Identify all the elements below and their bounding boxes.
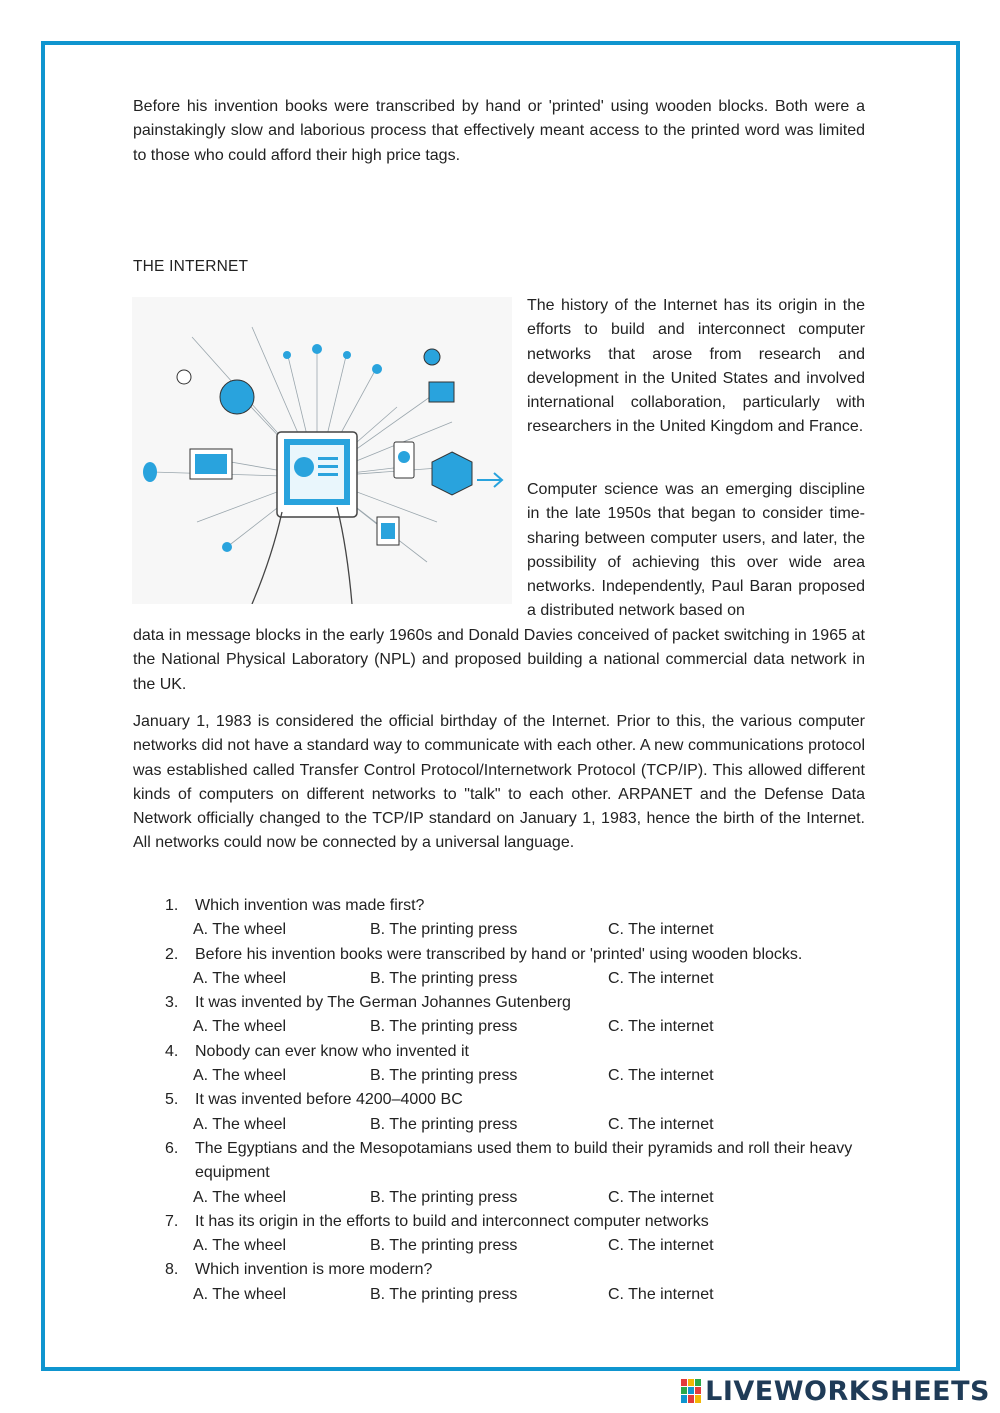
option-b[interactable]: B. The printing press xyxy=(370,1018,518,1036)
question-text: Which invention was made first? xyxy=(195,897,425,914)
question-number: 6. xyxy=(165,1139,179,1157)
answer-options xyxy=(160,967,880,991)
option-a[interactable]: A. The wheel xyxy=(193,1188,287,1206)
internet-paragraph-1: The history of the Internet has its origin in the efforts to build and interconnect computer networks that arose from research and development in the United States and involved international collaboration, particularly with researchers in the United Kingdom and France. xyxy=(527,297,865,436)
option-a[interactable]: A. The wheel xyxy=(193,1285,287,1303)
option-c[interactable]: C. The internet xyxy=(608,1237,714,1255)
option-a[interactable]: A. The wheel xyxy=(193,1115,287,1133)
section-heading: THE INTERNET xyxy=(133,258,249,275)
option-a[interactable]: A. The wheel xyxy=(193,1018,287,1036)
answer-options xyxy=(160,1113,880,1137)
question xyxy=(160,1040,880,1064)
question xyxy=(160,1137,880,1186)
option-a[interactable]: A. The wheel xyxy=(193,921,287,939)
answer-options xyxy=(160,918,880,942)
intro-paragraph: Before his invention books were transcribed by hand or 'printed' using wooden blocks. Both were a painstakingly slow and laborious process that effectively meant access to the printed word was limited to those who could afford their high price tags. xyxy=(133,98,865,164)
option-a[interactable]: A. The wheel xyxy=(193,1237,287,1255)
question-text: It was invented by The German Johannes Gutenberg xyxy=(195,994,571,1012)
option-c[interactable]: C. The internet xyxy=(608,1067,714,1085)
footer-brand: LIVEWORKSHEETS xyxy=(705,1375,990,1407)
question xyxy=(160,943,880,967)
question xyxy=(160,1088,880,1112)
quiz xyxy=(160,894,880,1307)
footer-logo xyxy=(680,1375,990,1407)
option-c[interactable]: C. The internet xyxy=(608,1115,714,1133)
question-number: 8. xyxy=(165,1261,179,1279)
option-b[interactable]: B. The printing press xyxy=(370,921,518,939)
question-text: Nobody can ever know who invented it xyxy=(195,1042,469,1060)
question xyxy=(160,894,880,918)
question-number: 7. xyxy=(165,1212,179,1230)
option-b[interactable]: B. The printing press xyxy=(370,1285,518,1303)
option-c[interactable]: C. The internet xyxy=(608,1285,714,1303)
internet-paragraph-2-end: data in message blocks in the early 1960s and Donald Davies conceived of packet switching in 1965 at the National Physical Laboratory (NPL) and proposed building a national commercial data network in the UK. xyxy=(133,627,865,693)
question-text: Which invention is more modern? xyxy=(195,1261,433,1279)
option-b[interactable]: B. The printing press xyxy=(370,969,518,987)
answer-options xyxy=(160,1064,880,1088)
question xyxy=(160,991,880,1015)
option-c[interactable]: C. The internet xyxy=(608,969,714,987)
answer-options xyxy=(160,1186,880,1210)
question-number: 5. xyxy=(165,1091,179,1109)
internet-paragraph-2-start: Computer science was an emerging discipline in the late 1950s that began to consider time-sharing between computer users, and later, the possibility of achieving this over wide area networks. Independently, Paul Baran proposed a distributed network based on xyxy=(527,481,865,620)
question-text: The Egyptians and the Mesopotamians used them to build their pyramids and roll their heavy equipment xyxy=(195,1139,853,1182)
question-number: 4. xyxy=(165,1042,179,1060)
question-text: Before his invention books were transcribed by hand or 'printed' using wooden blocks. xyxy=(195,945,803,963)
question-text: It has its origin in the efforts to build and interconnect computer networks xyxy=(195,1212,709,1230)
question-number: 3. xyxy=(165,994,179,1012)
option-b[interactable]: B. The printing press xyxy=(370,1188,518,1206)
option-a[interactable]: A. The wheel xyxy=(193,969,287,987)
option-c[interactable]: C. The internet xyxy=(608,1188,714,1206)
question xyxy=(160,1258,880,1282)
option-b[interactable]: B. The printing press xyxy=(370,1237,518,1255)
option-a[interactable]: A. The wheel xyxy=(193,1067,287,1085)
internet-illustration xyxy=(132,297,512,604)
answer-options xyxy=(160,1234,880,1258)
question-number: 2. xyxy=(165,945,179,963)
answer-options xyxy=(160,1283,880,1307)
option-c[interactable]: C. The internet xyxy=(608,921,714,939)
question-text: It was invented before 4200–4000 BC xyxy=(195,1091,463,1109)
question-number: 1. xyxy=(165,897,179,914)
option-c[interactable]: C. The internet xyxy=(608,1018,714,1036)
option-b[interactable]: B. The printing press xyxy=(370,1067,518,1085)
answer-options xyxy=(160,1015,880,1039)
option-b[interactable]: B. The printing press xyxy=(370,1115,518,1133)
liveworksheets-icon xyxy=(680,1378,702,1404)
internet-paragraph-3: January 1, 1983 is considered the official birthday of the Internet. Prior to this, the various computer networks did not have a standard way to communicate with each other. A new communications protocol was established called Transfer Control Protocol/Internetwork Protocol (TCP/IP). This allowed different kinds of computers on different networks to "talk" to each other. ARPANET and the Defense Data Network officially changed to the TCP/IP standard on January 1, 1983, hence the birth of the Internet. All networks could now be connected by a universal language. xyxy=(133,713,865,852)
question xyxy=(160,1210,880,1234)
